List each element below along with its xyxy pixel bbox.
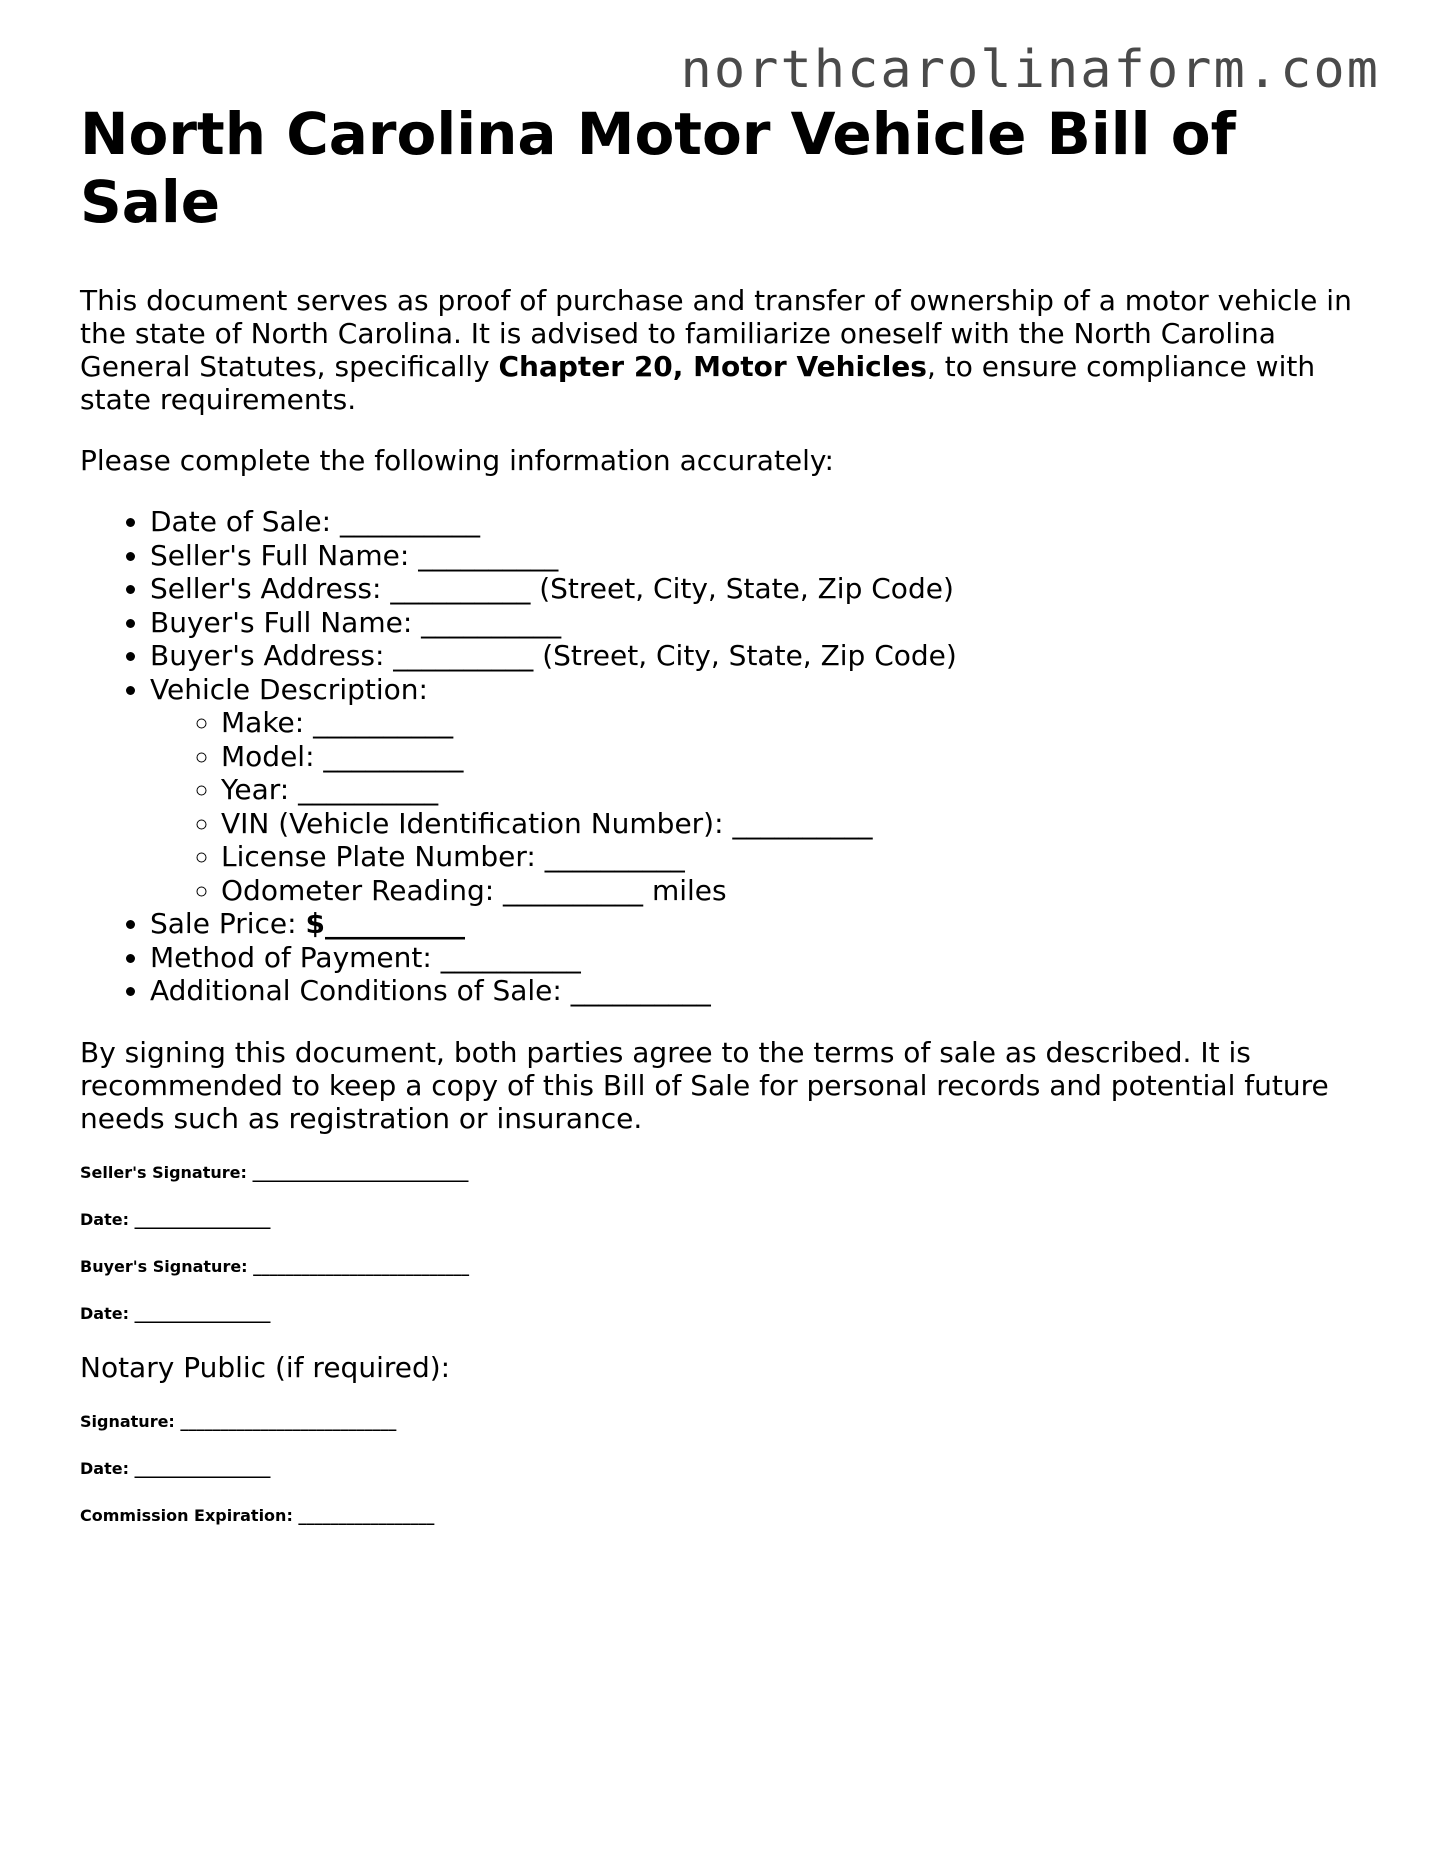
make-field: ◦ Make: __________ [221, 706, 1360, 740]
seller-address-field: • Seller's Address: __________ (Street, City, State, Zip Code) [150, 572, 1360, 606]
buyer-date-line: Date: _________________ [80, 1303, 271, 1323]
intro-paragraph [80, 284, 1360, 416]
intro-text-end: , to ensure compliance with state requirements. [80, 350, 1316, 416]
notary-signature-line: Signature: ___________________________ [80, 1411, 397, 1431]
notary-heading: Notary Public (if required): [80, 1350, 451, 1384]
sale-price-label: Sale Price: [150, 907, 306, 940]
date-of-sale-field: • Date of Sale: __________ [150, 505, 1360, 539]
intro-text-start: This document serves as proof of purchase and transfer of ownership of a motor vehicle in the state of North Carolina. It is advised to familiarize oneself with the North Carolina General Statutes, specifically [80, 284, 1352, 383]
model-field: ◦ Model: __________ [221, 740, 1360, 774]
vehicle-description-item [150, 673, 1360, 908]
conditions-field: • Additional Conditions of Sale: __________ [150, 974, 1360, 1008]
info-list [80, 505, 1360, 1008]
page-title: North Carolina Motor Vehicle Bill of Sale [80, 100, 1236, 236]
seller-signature-line: Seller's Signature: ___________________________ [80, 1162, 469, 1182]
notary-date-line: Date: _________________ [80, 1458, 271, 1478]
buyer-name-field: • Buyer's Full Name: __________ [150, 606, 1360, 640]
year-field: ◦ Year: __________ [221, 773, 1360, 807]
sale-price-field [150, 907, 1360, 941]
buyer-address-field: • Buyer's Address: __________ (Street, City, State, Zip Code) [150, 639, 1360, 673]
vehicle-sublist [150, 706, 1360, 907]
site-watermark: northcarolinaform.com [680, 40, 1380, 100]
buyer-signature-line: Buyer's Signature: ___________________________ [80, 1256, 470, 1276]
seller-date-line: Date: _________________ [80, 1209, 271, 1229]
payment-method-field: • Method of Payment: __________ [150, 941, 1360, 975]
statute-reference: Chapter 20, Motor Vehicles [498, 350, 927, 383]
sale-price-value: $__________ [305, 907, 465, 940]
instruction-text: Please complete the following information accurately: [80, 444, 834, 477]
closing-paragraph: By signing this document, both parties agree to the terms of sale as described. It is recommended to keep a copy of this Bill of Sale for personal records and potential future needs such as registration or insurance. [80, 1035, 1329, 1135]
seller-name-field: • Seller's Full Name: __________ [150, 539, 1360, 573]
license-plate-field: ◦ License Plate Number: __________ [221, 840, 1360, 874]
commission-expiration-line: Commission Expiration: _________________ [80, 1505, 435, 1525]
document-body [80, 100, 1360, 1553]
vehicle-description-label: Vehicle Description: [150, 672, 428, 706]
odometer-field: ◦ Odometer Reading: __________ miles [221, 874, 1360, 908]
vin-field: ◦ VIN (Vehicle Identification Number): __________ [221, 807, 1360, 841]
